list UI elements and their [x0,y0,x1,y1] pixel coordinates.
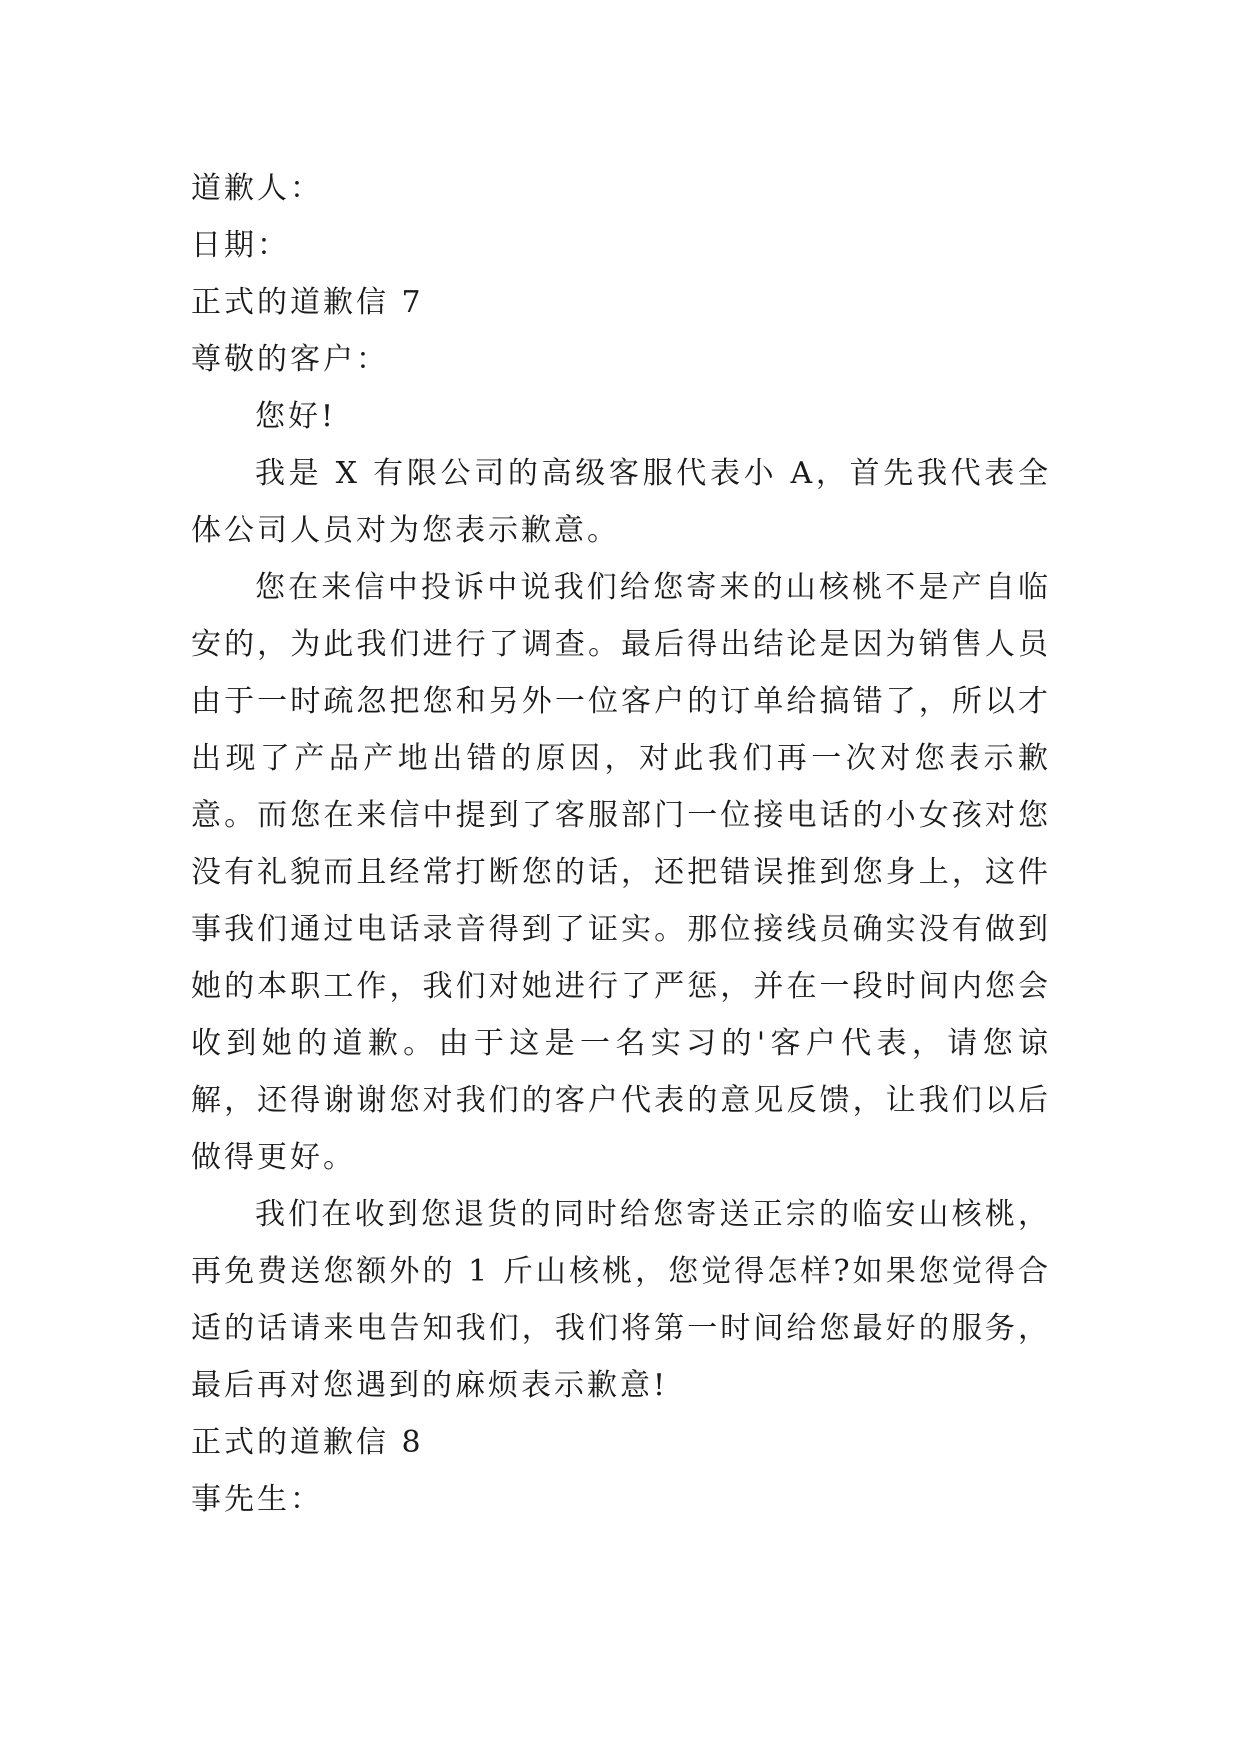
apologist-label: 道歉人： [191,171,323,206]
salutation-customer: 尊敬的客户： [191,342,389,377]
paragraph-investigation: 您在来信中投诉中说我们给您寄来的山核桃不是产自临安的，为此我们进行了调查。最后得出结论是因为销售人员由于一时疏忽把您和另外一位客户的订单给搞错了，所以才出现了产品产地出错的原因，对此我们再一次对您表示歉意。而您在来信中提到了客服部门一位接电话的小女孩对您没有礼貌而且经常打断您的话，还把错误推到您身上，这件事我们通过电话录音得到了证实。那位接线员确实没有做到她的本职工作，我们对她进行了严惩，并在一段时间内您会收到她的道歉。由于这是一名实习的'客户代表，请您谅解，还得谢谢您对我们的客户代表的意见反馈，让我们以后做得更好。 [191,570,1051,1175]
greeting: 您好! [255,399,337,434]
salutation-mr: 事先生： [191,1482,323,1517]
paragraph-compensation: 我们在收到您退货的同时给您寄送正宗的临安山核桃，再免费送您额外的 1 斤山核桃，您觉得怎样?如果您觉得合适的话请来电告知我们，我们将第一时间给您最好的服务，最后再对您遇到的麻烦表示歉意! [191,1197,1051,1403]
paragraph-intro: 我是 X 有限公司的高级客服代表小 A，首先我代表全体公司人员对为您表示歉意。 [191,456,1051,548]
letter-heading-8: 正式的道歉信 8 [191,1425,424,1460]
letter-heading-7: 正式的道歉信 7 [191,285,424,320]
document-body [191,160,1051,1528]
date-label: 日期： [191,228,290,263]
